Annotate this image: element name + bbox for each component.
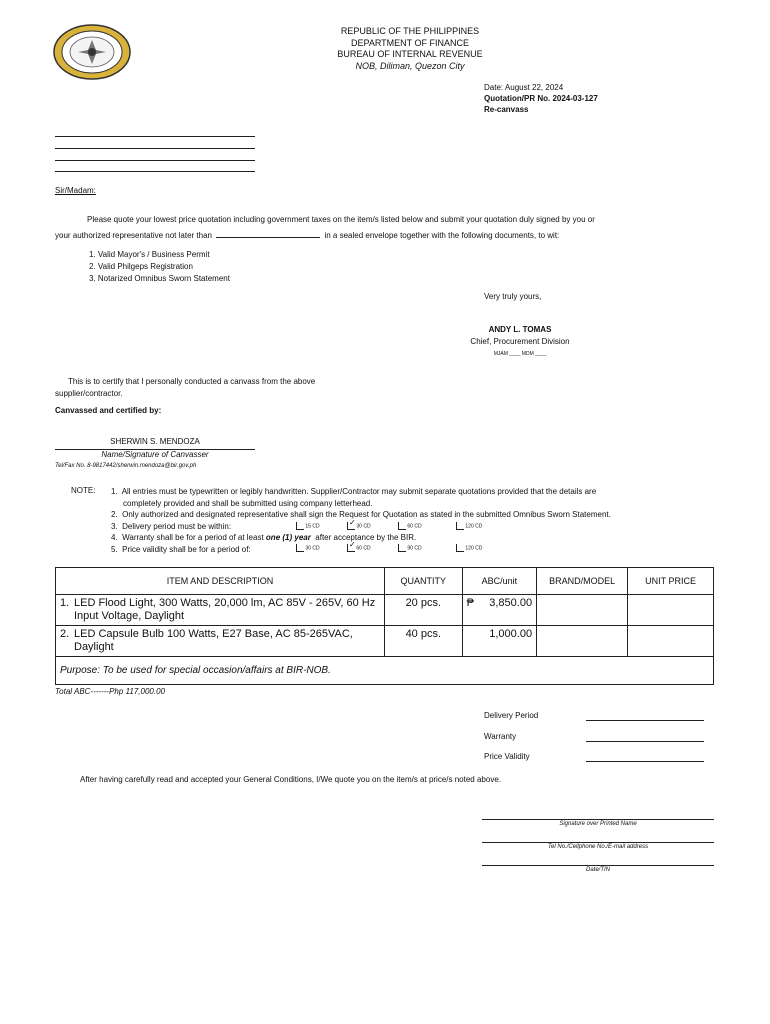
validity-option-120[interactable]: 120 CD [456,544,482,552]
warranty-field[interactable] [586,741,704,742]
delivery-option-30[interactable]: ✓ 30 CD [347,522,371,530]
note-item-4: 4. Warranty shall be for a period of at least one (1) year after acceptance by the BIR. [111,533,417,542]
validity-option-30[interactable]: 30 CD [296,544,320,552]
table-header-row [56,568,714,595]
agency-header [300,26,520,72]
checkbox[interactable] [296,544,304,552]
signatory-block [440,324,600,360]
price-validity-field[interactable] [586,761,704,762]
col-header-brand: BRAND/MODEL [537,568,628,595]
table-row [56,626,714,657]
note-item-3: 3. Delivery period must be within: [111,521,232,531]
acceptance-text: After having carefully read and accepted your General Conditions, I/We quote you on the item/s at price/s noted above. [80,775,501,784]
unit-price-input[interactable] [628,626,714,657]
col-header-item: ITEM AND DESCRIPTION [56,568,385,595]
delivery-period-field[interactable] [586,720,704,721]
price-validity-label: Price Validity [484,752,530,761]
recanvass-label: Re-canvass [484,105,529,114]
contact-line[interactable] [482,842,714,843]
note-item-5: 5. Price validity shall be for a period of: [111,544,251,554]
note-item-1-cont: completely provided and shall be submitted using company letterhead. [123,498,373,508]
item-description: 1. LED Flood Light, 300 Watts, 20,000 lm, AC 85V - 265V, 60 Hz Input Voltage, Daylight [56,595,385,626]
header-republic: REPUBLIC OF THE PHILIPPINES [340,26,480,36]
note-label: NOTE: [71,486,96,495]
item-abc: 1,000.00 [462,626,536,657]
warranty-label: Warranty [484,732,517,741]
required-documents-list [89,249,230,285]
addressee-line-3[interactable] [55,160,255,161]
note-item-1: 1. All entries must be typewritten or legibly handwritten. Supplier/Contractor may submit separate quotations provided that the details are [111,487,597,496]
delivery-option-120[interactable]: 120 CD [456,522,482,530]
closing-text: Very truly yours, [484,292,542,301]
certify-text: This is to certify that I personally conducted a canvass from the above [68,377,316,386]
checkbox[interactable] [398,544,406,552]
total-abc: Total ABC-------Php 117,000.00 [55,687,165,696]
request-paragraph-2 [55,229,715,240]
list-item: 3. Notarized Omnibus Sworn Statement [89,274,230,283]
deadline-text: your authorized representative not later than [55,231,212,240]
salutation: Sir/Madam: [55,186,96,195]
col-header-unit-price: UNIT PRICE [628,568,714,595]
validity-option-60[interactable]: ✓ 60 CD [347,544,371,552]
header-address: NOB, Diliman, Quezon City [355,60,465,71]
table-row [56,595,714,626]
canvasser-contact: Tel/Fax No. 8-9817442/sherwin.mendoza@bir.gov.ph [55,463,197,469]
certify-text-2: supplier/contractor. [55,389,123,398]
purpose-text: Purpose: To be used for special occasion/affairs at BIR-NOB. [56,657,714,685]
canvasser-name: SHERWIN S. MENDOZA [110,437,200,446]
signatory-title: Chief, Procurement Division [470,337,570,346]
deadline-field[interactable] [216,229,320,238]
request-paragraph: Please quote your lowest price quotation including government taxes on the item/s listed below and submit your quotation duly signed by you or [87,215,595,224]
checkbox[interactable] [456,522,464,530]
header-department: DEPARTMENT OF FINANCE [350,37,469,48]
item-quantity: 40 pcs. [385,626,463,657]
list-item: 2. Valid Philgeps Registration [89,262,193,271]
checkbox[interactable] [398,522,406,530]
signature-line[interactable] [482,819,714,820]
purpose-row [56,657,714,685]
date-text: Date: August 22, 2024 [484,83,564,92]
list-item: 1. Valid Mayor's / Business Permit [89,250,210,259]
delivery-option-15[interactable]: 15 CD [296,522,320,530]
bir-seal-logo [52,24,132,80]
item-quantity: 20 pcs. [385,595,463,626]
certify-label: Canvassed and certified by: [55,406,162,415]
note-item-2: 2. Only authorized and designated representative shall sign the Request for Quotation as stated in the submitted Omnibus Sworn Statement. [111,510,611,519]
documents-intro: in a sealed envelope together with the following documents, to wit: [324,231,560,240]
item-description: 2. LED Capsule Bulb 100 Watts, E27 Base, AC 85-265VAC, Daylight [56,626,385,657]
quotation-meta [484,82,598,115]
items-table [55,567,714,685]
delivery-option-60[interactable]: 60 CD [398,522,422,530]
addressee-line-1[interactable] [55,136,255,137]
contact-caption: Tel No./Cellphone No./E-mail address [547,844,649,850]
col-header-abc: ABC/unit [462,568,536,595]
checkbox[interactable] [456,544,464,552]
checkbox-checked[interactable] [347,544,355,552]
brand-model-input[interactable] [537,626,628,657]
date-tin-caption: Date/TIN [585,867,610,873]
quotation-number: Quotation/PR No. 2024-03-127 [484,94,598,103]
checkbox[interactable] [296,522,304,530]
brand-model-input[interactable] [537,595,628,626]
canvasser-caption: Name/Signature of Canvasser [101,450,209,459]
header-bureau: BUREAU OF INTERNAL REVENUE [337,49,483,59]
addressee-line-2[interactable] [55,148,255,149]
delivery-period-label: Delivery Period [484,711,539,720]
addressee-line-4[interactable] [55,171,255,172]
signatory-initials: MJAM ____ MDM ____ [493,351,547,357]
date-tin-line[interactable] [482,865,714,866]
signature-caption: Signature over Printed Name [559,821,637,827]
validity-option-90[interactable]: 90 CD [398,544,422,552]
col-header-quantity: QUANTITY [385,568,463,595]
item-abc: ₱ 3,850.00 [462,595,536,626]
checkbox-checked[interactable] [347,522,355,530]
signatory-name: ANDY L. TOMAS [488,325,552,334]
unit-price-input[interactable] [628,595,714,626]
